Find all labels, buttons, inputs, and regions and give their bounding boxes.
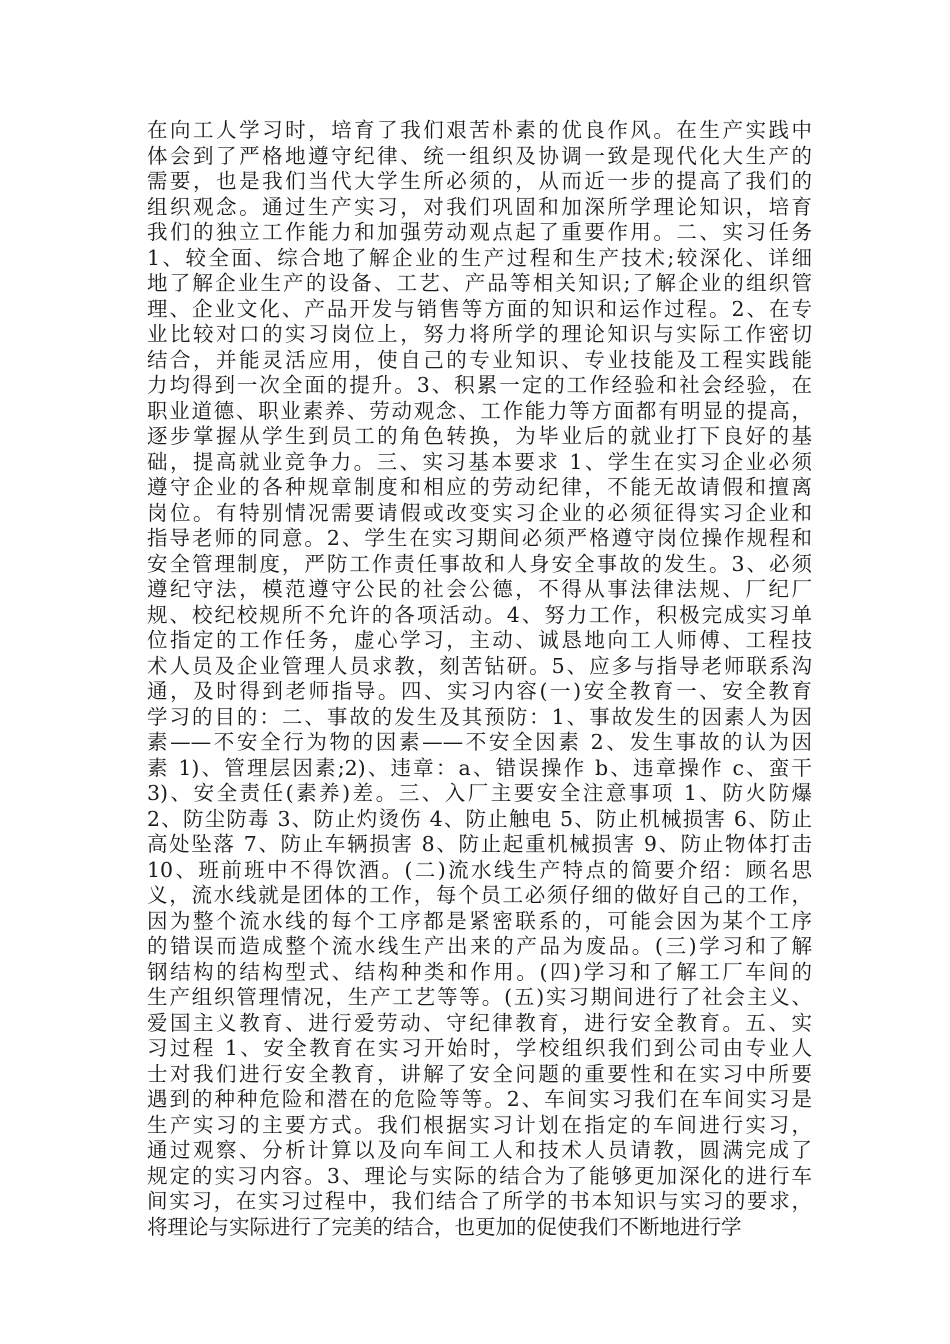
text-line: 指导老师的同意。2、学生在实习期间必须严格遵守岗位操作规程和 xyxy=(147,526,812,550)
text-line: 士对我们进行安全教育，讲解了安全问题的重要性和在实习中所要 xyxy=(147,1061,812,1086)
text-line: 通过观察、分析计算以及向车间工人和技术人员请教，圆满完成了 xyxy=(147,1138,812,1162)
text-line: 2、防尘防毒 3、防止灼烫伤 4、防止触电 5、防止机械损害 6、防止 xyxy=(147,806,812,831)
text-line: 习过程 1、安全教育在实习开始时，学校组织我们到公司由专业人 xyxy=(147,1036,812,1060)
text-line: 因为整个流水线的每个工序都是紧密联系的，可能会因为某个工序 xyxy=(147,908,812,933)
text-line: 遇到的种种危险和潜在的危险等等。2、车间实习我们在车间实习是 xyxy=(147,1087,812,1111)
text-line: 爱国主义教育、进行爱劳动、守纪律教育，进行安全教育。五、实 xyxy=(147,1010,812,1035)
text-line: 高处坠落 7、防止车辆损害 8、防止起重机械损害 9、防止物体打击 xyxy=(147,832,812,856)
text-line: 生产组织管理情况，生产工艺等等。(五)实习期间进行了社会主义、 xyxy=(147,985,812,1009)
text-line: 理、企业文化、产品开发与销售等方面的知识和运作过程。2、在专 xyxy=(147,296,812,321)
text-line: 体会到了严格地遵守纪律、统一组织及协调一致是现代化大生产的 xyxy=(147,143,812,168)
text-line: 规定的实习内容。3、理论与实际的结合为了能够更加深化的进行车 xyxy=(147,1163,812,1188)
text-line: 素 1)、管理层因素;2)、违章：a、错误操作 b、违章操作 c、蛮干 xyxy=(147,755,812,780)
text-line: 职业道德、职业素养、劳动观念、工作能力等方面都有明显的提高， xyxy=(147,398,812,423)
text-line: 生产实习的主要方式。我们根据实习计划在指定的车间进行实习， xyxy=(147,1112,812,1137)
text-line: 结合，并能灵活应用，使自己的专业知识、专业技能及工程实践能 xyxy=(147,347,812,372)
text-line: 将理论与实际进行了完美的结合，也更加的促使我们不断地进行学 xyxy=(147,1214,742,1239)
text-line: 力均得到一次全面的提升。3、积累一定的工作经验和社会经验，在 xyxy=(147,373,812,397)
text-line: 在向工人学习时，培育了我们艰苦朴素的优良作风。在生产实践中 xyxy=(147,118,812,142)
text-line: 位指定的工作任务，虚心学习，主动、诚恳地向工人师傅、工程技 xyxy=(147,628,812,652)
text-line: 安全管理制度，严防工作责任事故和人身安全事故的发生。3、必须 xyxy=(147,551,812,576)
text-line: 义，流水线就是团体的工作，每个员工必须仔细的做好自己的工作， xyxy=(147,883,812,907)
text-line: 通，及时得到老师指导。四、实习内容(一)安全教育一、安全教育 xyxy=(147,679,812,703)
text-line: 10、班前班中不得饮酒。(二)流水线生产特点的简要介绍：顾名思 xyxy=(147,857,812,882)
text-line: 岗位。有特别情况需要请假或改变实习企业的必须征得实习企业和 xyxy=(147,500,812,525)
text-line: 逐步掌握从学生到员工的角色转换，为毕业后的就业打下良好的基 xyxy=(147,424,812,448)
body-paragraph xyxy=(147,118,812,1240)
text-line: 素——不安全行为物的因素——不安全因素 2、发生事故的认为因 xyxy=(147,730,812,754)
text-line: 组织观念。通过生产实习，对我们巩固和加深所学理论知识，培育 xyxy=(147,194,812,219)
text-line: 的错误而造成整个流水线生产出来的产品为废品。(三)学习和了解 xyxy=(147,934,812,958)
text-line: 遵守企业的各种规章制度和相应的劳动纪律，不能无故请假和擅离 xyxy=(147,475,812,499)
text-line: 术人员及企业管理人员求教，刻苦钻研。5、应多与指导老师联系沟 xyxy=(147,653,812,678)
text-line: 学习的目的：二、事故的发生及其预防：1、事故发生的因素人为因 xyxy=(147,704,812,729)
text-line: 3)、安全责任(素养)差。三、入厂主要安全注意事项 1、防火防爆 xyxy=(147,781,812,805)
text-line: 我们的独立工作能力和加强劳动观点起了重要作用。二、实习任务 xyxy=(147,220,812,244)
text-line: 遵纪守法，模范遵守公民的社会公德，不得从事法律法规、厂纪厂 xyxy=(147,577,812,601)
text-line: 业比较对口的实习岗位上，努力将所学的理论知识与实际工作密切 xyxy=(147,322,812,346)
text-line: 需要，也是我们当代大学生所必须的，从而近一步的提高了我们的 xyxy=(147,169,812,193)
text-line: 1、较全面、综合地了解企业的生产过程和生产技术;较深化、详细 xyxy=(147,245,812,270)
text-line: 地了解企业生产的设备、工艺、产品等相关知识;了解企业的组织管 xyxy=(147,271,812,295)
text-line: 钢结构的结构型式、结构种类和作用。(四)学习和了解工厂车间的 xyxy=(147,959,812,984)
text-line: 础，提高就业竞争力。三、实习基本要求 1、学生在实习企业必须 xyxy=(147,449,812,474)
text-line: 规、校纪校规所不允许的各项活动。4、努力工作，积极完成实习单 xyxy=(147,602,812,627)
text-line: 间实习，在实习过程中，我们结合了所学的书本知识与实习的要求， xyxy=(147,1189,812,1213)
